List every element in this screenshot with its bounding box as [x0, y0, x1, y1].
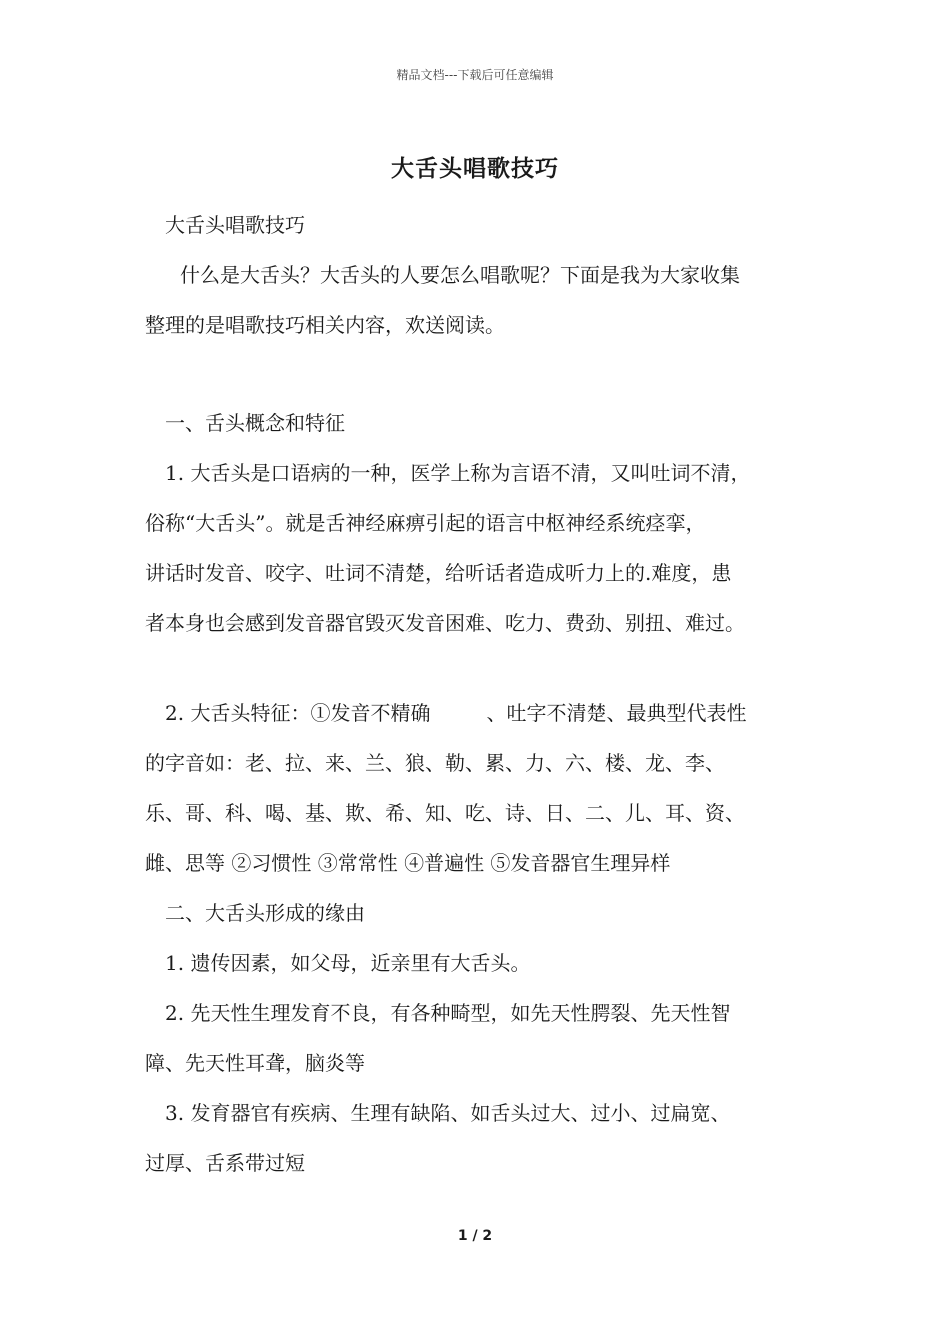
- paragraph-line: 1. 大舌头是口语病的一种，医学上称为言语不清，又叫吐词不清，: [165, 461, 751, 485]
- spacer: [145, 648, 825, 688]
- list-item: 2. 先天性生理发育不良，有各种畸型，如先天性腭裂、先天性智: [165, 1001, 731, 1025]
- section-heading: 二、大舌头形成的缘由: [165, 901, 365, 925]
- paragraph-line: 乐、哥、科、喝、基、欺、希、知、吃、诗、日、二、儿、耳、资、: [145, 801, 745, 825]
- section-heading: 一、舌头概念和特征: [165, 411, 345, 435]
- document-title: 大舌头唱歌技巧: [391, 155, 559, 182]
- paragraph-fragment: 、吐字不清楚、最典型代表性: [486, 701, 747, 725]
- paragraph-fragment: 2. 大舌头特征：①发音不精确: [165, 701, 431, 725]
- intro-line: 什么是大舌头？大舌头的人要怎么唱歌呢？下面是我为大家收集: [180, 263, 740, 287]
- paragraph-line: 俗称“大舌头”。就是舌神经麻痹引起的语言中枢神经系统痉挛，: [145, 511, 706, 535]
- page-number: 1 / 2: [457, 1228, 493, 1244]
- page-header: 精品文档---下载后可任意编辑: [396, 68, 554, 82]
- paragraph-line: 者本身也会感到发音器官毁灭发音困难、吃力、费劲、别扭、难过。: [145, 611, 745, 635]
- paragraph-line: [145, 688, 825, 738]
- list-item-continuation: 过厚、舌系带过短: [145, 1151, 305, 1175]
- document-body: [145, 200, 825, 1188]
- intro-line: 整理的是唱歌技巧相关内容，欢送阅读。: [145, 313, 505, 337]
- paragraph-line: 的字音如：老、拉、来、兰、狼、勒、累、力、六、楼、龙、李、: [145, 751, 725, 775]
- list-item: 3. 发育器官有疾病、生理有缺陷、如舌头过大、过小、过扁宽、: [165, 1101, 731, 1125]
- spacer: [145, 350, 825, 398]
- list-item: 1. 遗传因素，如父母，近亲里有大舌头。: [165, 951, 531, 975]
- list-item-continuation: 障、先天性耳聋，脑炎等: [145, 1051, 365, 1075]
- subtitle: 大舌头唱歌技巧: [165, 213, 305, 237]
- paragraph-line: 雌、思等 ②习惯性 ③常常性 ④普遍性 ⑤发音器官生理异样: [145, 851, 671, 875]
- paragraph-line: 讲话时发音、咬字、吐词不清楚，给听话者造成听力上的.难度，患: [145, 561, 732, 585]
